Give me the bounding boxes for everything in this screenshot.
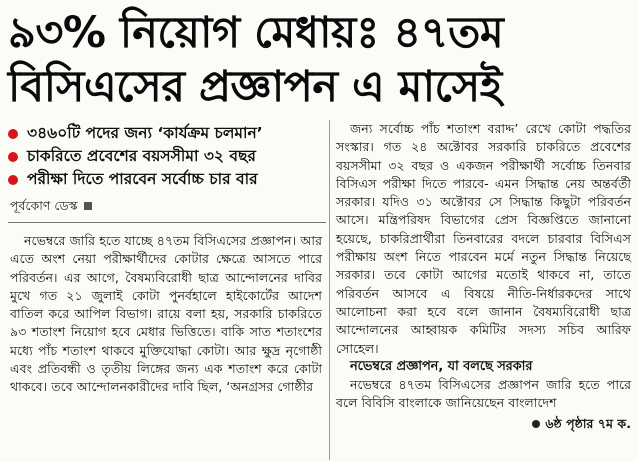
highlights-list	[8, 122, 326, 191]
body-paragraph: নভেম্বরে জারি হতে যাচ্ছে ৪৭তম বিসিএসের প্রজ্ঞাপন। আর এতে অংশ নেয়া পরীক্ষার্থীদের কোটার ক্ষেত্রে আসতে পারে পরিবর্তন। এর আগে, বৈষম্যবিরোধী ছাত্র আন্দোলনের দাবির মুখে গত ২১ জুলাই কোটা পুনর্বহালে হাইকোর্টের আদেশ বাতিল করে আপিল বিভাগ। রায়ে বলা হয়, সরকারি চাকরিতে ৯৩ শতাংশ নিয়োগ হবে মেধার ভিত্তিতে। বাকি সাত শতাংশের মধ্যে পাঁচ শতাংশ থাকবে মুক্তিযোদ্ধা কোটা। আর ক্ষুদ্র নৃগোষ্ঠী এবং প্রতিবন্ধী ও তৃতীয় লিঙ্গের জন্য এক শতাংশ করে কোটা থাকবে। তবে আন্দোলনকারীদের দাবি ছিল, ‘অনগ্রসর গোষ্ঠীর	[10, 233, 322, 395]
left-column	[10, 232, 322, 397]
square-icon	[84, 202, 92, 210]
highlight-item	[8, 145, 326, 168]
highlight-item	[8, 122, 326, 145]
bullet-dot-icon	[532, 420, 540, 428]
byline-text: পূর্বকোণ ডেস্ক	[10, 198, 78, 213]
highlight-text: পরীক্ষা দিতে পারবেন সর্বোচ্চ চার বার	[27, 170, 258, 188]
bullet-dot-icon	[8, 175, 18, 185]
headline-line-2: বিসিএসের প্রজ্ঞাপন এ মাসেই	[8, 62, 502, 112]
right-column	[336, 120, 631, 433]
divider	[8, 222, 326, 223]
continued-text: ৬ষ্ঠ পৃষ্ঠার ৭ম ক.	[545, 415, 631, 431]
continued-note	[336, 415, 631, 433]
bullet-dot-icon	[8, 129, 18, 139]
section-subhead: নভেম্বরে প্রজ্ঞাপন, যা বলছে সরকার	[350, 358, 533, 374]
highlight-text: চাকরিতে প্রবেশের বয়সসীমা ৩২ বছর	[27, 147, 256, 165]
headline	[8, 6, 632, 114]
highlight-text: ৩৪৬০টি পদের জন্য ‘কার্যক্রম চলমান’	[27, 124, 263, 142]
headline-line-1: ৯৩% নিয়োগ মেধায়ঃ ৪৭তম	[8, 8, 504, 58]
highlight-item	[8, 168, 326, 191]
body-paragraph: নভেম্বরে ৪৭তম বিসিএসের প্রজ্ঞাপন জারি হতে পারে বলে বিবিসি বাংলাকে জানিয়েছেন বাংলাদেশ	[336, 377, 631, 411]
column-divider	[329, 120, 330, 460]
bullet-dot-icon	[8, 152, 18, 162]
byline	[10, 197, 92, 215]
body-paragraph: জন্য সর্বোচ্চ পাঁচ শতাংশ বরাদ্দ’ রেখে কোটা পদ্ধতির সংস্কার। গত ২৪ অক্টোবর সরকারি চাকরিতে প্রবেশের বয়সসীমা ৩২ বছর ও একজন পরীক্ষার্থী সর্বোচ্চ তিনবার বিসিএস পরীক্ষা দিতে পারবে- এমন সিদ্ধান্ত নেয় অন্তর্বর্তী সরকার। যদিও ৩১ অক্টোবর সে সিদ্ধান্ত কিছুটা পরিবর্তন আসে। মন্ত্রিপরিষদ বিভাগের প্রেস বিজ্ঞপ্তিতে জানানো হয়েছে, চাকরিপ্রার্থীরা তিনবারের বদলে চারবার বিসিএস পরীক্ষায় অংশ নিতে পারবেন মর্মে নতুন সিদ্ধান্ত নিয়েছে সরকার। তবে কোটা আগের মতোই থাকবে না, তাতে পরিবর্তন আসবে এ বিষয়ে নীতি-নির্ধারকদের সাথে আলোচনা করা হবে বলে জানান বৈষম্যবিরোধী ছাত্র আন্দোলনের আহ্বায়ক কমিটির সদস্য সচিব আরিফ সোহেল।	[336, 121, 631, 356]
